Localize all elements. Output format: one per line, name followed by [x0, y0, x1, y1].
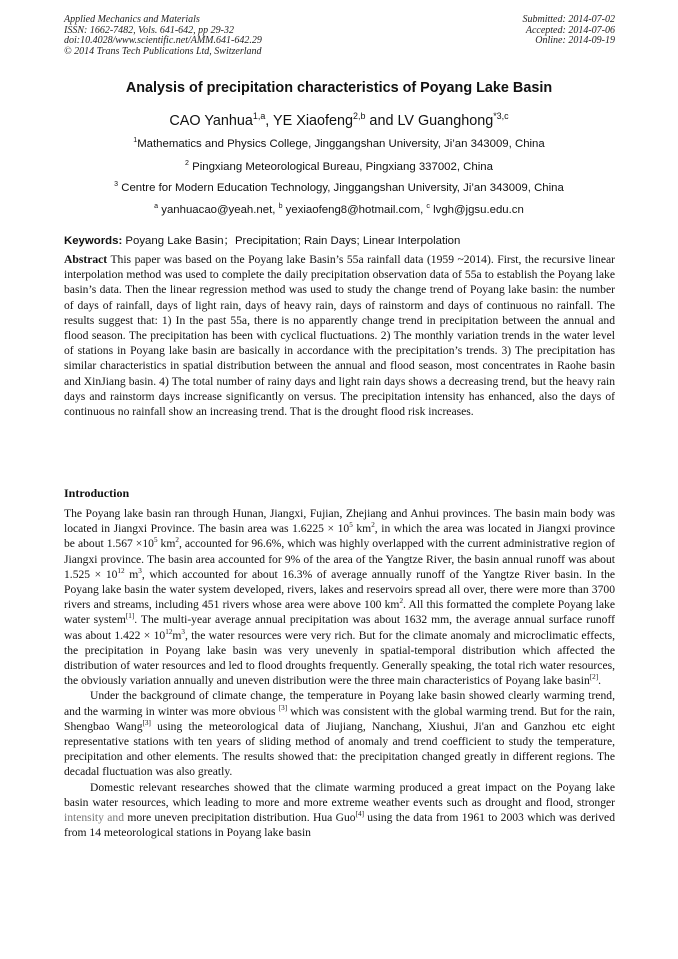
keywords-text: Poyang Lake Basin；Precipitation; Rain Days; Linear Interpolation: [122, 235, 461, 247]
affiliation-sup: 2: [185, 160, 189, 168]
issn-line: ISSN: 1662-7482, Vols. 641-642, pp 29-32: [64, 24, 234, 36]
intro-paragraph-3: [64, 780, 615, 841]
author-name: CAO Yanhua: [169, 113, 253, 129]
text-run: m: [124, 567, 139, 581]
text-run: using the meteorological data of Jiujiang, Nanchang, Xiushui, Ji'an and Ganzhou etc eight representative stations with ten years of sliding method of anomaly and trend coefficient to study the temperature, precipitation and other elements. The results showed that: the precipitation changed greatly in different regions. The decadal fluctuation was also greatly.: [64, 719, 615, 779]
text-run: km: [352, 522, 372, 536]
text-run: more uneven precipitation distribution. Hua Guo: [124, 811, 356, 825]
superscript: 2: [175, 536, 179, 545]
email-a[interactable]: yanhuacao@yeah.net,: [158, 204, 279, 216]
affiliation-text: Centre for Modern Education Technology, Jinggangshan University, Ji’an 343009, China: [118, 182, 564, 194]
citation-ref[interactable]: [1]: [125, 612, 135, 621]
citation-ref[interactable]: [3]: [142, 718, 151, 727]
affiliation-sup: 1: [133, 137, 138, 145]
affiliation-text: Pingxiang Meteorological Bureau, Pingxiang 337002, China: [188, 161, 493, 173]
text-run: , which accounted for about 16.3% of average annually runoff of the Yangtze River basin. In the Poyang lake basin the water system developed, rivers, lakes and reservoirs spread all over, there were more than 3700 rivers and streams, including 451 rivers whose area were above 100 km: [64, 567, 616, 612]
superscript: 2: [371, 521, 375, 530]
submitted-date: Submitted: 2014-07-02: [522, 14, 615, 25]
affiliation-sup: 3: [114, 181, 119, 189]
paper-title: Analysis of precipitation characteristics of Poyang Lake Basin: [125, 80, 553, 96]
citation-ref[interactable]: [3]: [278, 703, 288, 712]
superscript: 12: [165, 627, 173, 636]
accepted-date: Accepted: 2014-07-06: [525, 24, 615, 36]
keywords-label: Keywords:: [64, 235, 123, 247]
email-sup: a: [154, 203, 159, 211]
author-sup: 2,b: [353, 111, 366, 122]
author-list: [0, 113, 678, 129]
online-date: Online: 2014-09-19: [535, 35, 615, 47]
superscript: 3: [181, 627, 186, 636]
section-heading-introduction: Introduction: [64, 486, 130, 500]
author-name: LV Guanghong: [397, 113, 494, 129]
intro-paragraph-2: [64, 688, 615, 779]
text-run: m: [172, 628, 182, 642]
text-run: which was consistent with the global warming trend. But for the rain, Shengbao Wang: [64, 704, 616, 733]
email-c[interactable]: lvgh@jgsu.edu.cn: [429, 204, 524, 216]
affiliation-2: [0, 161, 678, 173]
doi-line[interactable]: doi:10.4028/www.scientific.net/AMM.641-642.29: [64, 35, 262, 47]
author-name: YE Xiaofeng: [273, 113, 354, 129]
text-run: km: [157, 537, 176, 551]
dates-header: [523, 15, 616, 47]
text-run: . All this formatted the complete Poyang lake water system: [64, 598, 615, 627]
text-run: , in which the area was located in Jiangxi province be about 1.567 ×10: [64, 522, 616, 551]
email-sup: b: [278, 203, 283, 211]
text-run: , the water resources were very rich. But for the climate anomaly and microclimatic effects, the precipitation in Poyang lake basin was very unevenly in spatial-temporal distribution which affected the distribution of water resources and led to flood droughts frequently. Generally speaking, the total rich water resources, the obviously variation annually and uneven distribution were the three main characteristics of Poyang lake basin: [64, 628, 615, 688]
superscript: 3: [138, 566, 142, 575]
author-separator: ,: [265, 113, 274, 129]
text-run: .: [598, 674, 602, 688]
journal-name: Applied Mechanics and Materials: [64, 14, 200, 25]
text-run: Under the background of climate change, the temperature in Poyang lake basin showed clearly warming trend, and the warming in winter was more obvious: [64, 689, 615, 718]
citation-ref[interactable]: [4]: [355, 810, 364, 819]
text-run: Domestic relevant researches showed that the climate warming produced a great impact on the Poyang lake basin water resources, which leading to more and more extreme weather events such as drought and flood, stronger: [64, 780, 615, 809]
abstract-label: Abstract: [64, 253, 108, 266]
text-run: using the data from 1961 to 2003 which was derived from 14 meteorological stations in Poyang lake basin: [64, 811, 615, 840]
superscript: 5: [349, 521, 353, 530]
email-b[interactable]: yexiaofeng8@hotmail.com,: [282, 204, 427, 216]
superscript: 2: [399, 597, 404, 606]
text-run: , accounted for 96.6%, which was highly overlapped with the current administrative region of Jiangxi province. The basin area accounted for 9% of the area of the Yangtze River, the basin annual runoff was about 1.525 × 10: [64, 537, 615, 581]
affiliation-3: [0, 182, 678, 194]
text-run-grey: intensity and: [64, 811, 125, 825]
text-run: . The multi-year average annual precipitation was about 1632 mm, the average annual surface runoff was about 1.422 × 10: [64, 613, 615, 642]
abstract: [64, 252, 615, 419]
email-sup: c: [426, 203, 430, 211]
author-sup: 1,a: [252, 111, 266, 122]
abstract-text: This paper was based on the Poyang lake Basin’s 55a rainfall data (1959 ~2014). First, the recursive linear interpolation method was used to complete the daily precipitation observation data of 55a to establish the Poyang lake basin’s data. Then the linear regression method was used to study the change trend of Poyang lake basin: the number of days of rainfall, days of light rain, days of heavy rain, days of rainstorm and days of continuous no rainfall. The results suggest that: 1) In the past 55a, there is no apparently change trend in precipitation between the annual and flood season. The precipitation has been with cyclical fluctuations. 2) The monthly variation trends in the water level of stations in Poyang lake basin are basically in accordance with the precipitation’s trends. 3) The precipitation has similar characteristics in spatial distribution between the annual and flood season, most concentrates in Raohe basin and XinJiang basin. 4) The total number of rainy days and light rain days shows a decreasing trend, but the heavy rain days and rainstorm days increase significantly on versus. The precipitation intensity has enhanced, also the days of continuous no rainfall show an increasing trend. That is the drought flood risk increases.: [64, 253, 615, 419]
keywords: [64, 232, 460, 248]
superscript: 12: [117, 566, 125, 575]
intro-paragraph-1: [64, 506, 615, 688]
copyright-line: © 2014 Trans Tech Publications Ltd, Switzerland: [64, 45, 262, 57]
author-separator: and: [365, 113, 398, 129]
affiliation-text: Mathematics and Physics College, Jinggangshan University, Ji’an 343009, China: [137, 138, 545, 150]
text-run: The Poyang lake basin ran through Hunan, Jiangxi, Fujian, Zhejiang and Anhui provinces. The basin main body was located in Jiangxi Province. The basin area was 1.6225 × 10: [64, 507, 615, 536]
citation-ref[interactable]: [2]: [589, 673, 599, 682]
affiliation-1: [0, 138, 678, 150]
journal-header: [64, 15, 262, 57]
email-line: [0, 204, 678, 216]
author-sup: *3,c: [493, 111, 509, 122]
introduction-body: [64, 506, 615, 840]
superscript: 5: [153, 536, 158, 545]
